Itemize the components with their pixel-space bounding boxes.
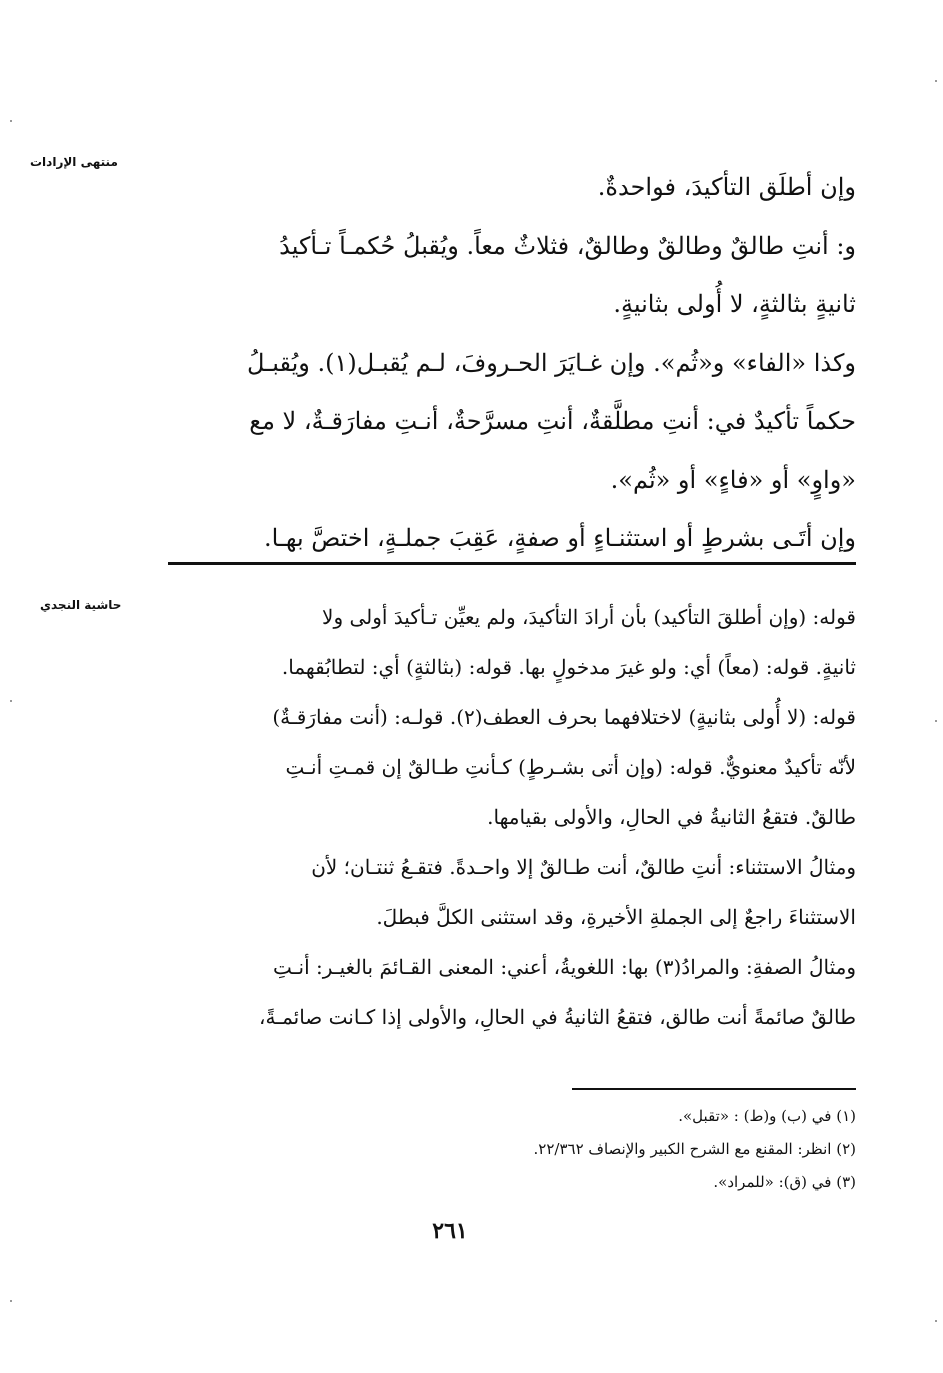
matn-text-block bbox=[168, 158, 856, 568]
hashiya-line: طالقٌ. فتقعُ الثانيةُ في الحالِ، والأولى بقيامها. bbox=[487, 805, 856, 829]
matn-line: «واوٍ» أو «فاءٍ» أو «ثُم». bbox=[610, 465, 856, 494]
matn-line: وكذا «الفاء» و«ثُم». وإن غـايَرَ الحـروفَ، لـم يُقبـل(١). ويُقبـلُ bbox=[247, 348, 856, 377]
scan-speck bbox=[10, 700, 12, 702]
footnote-divider bbox=[572, 1088, 856, 1090]
footnote: (٣) في (ق): «للمراد». bbox=[713, 1173, 856, 1191]
matn-line: وإن أطلَق التأكيدَ، فواحدةٌ. bbox=[597, 173, 856, 201]
commentary-title-margin: حاشية النجدي bbox=[40, 598, 122, 612]
hashiya-line: لأنّه تأكيدٌ معنويٌّ. قوله: (وإن أتى بشـرطٍ) كـأنتِ طـالقٌ إن قمـتِ أنـتِ bbox=[285, 755, 856, 779]
book-title-margin: منتهى الإرادات bbox=[30, 155, 118, 169]
section-divider bbox=[168, 562, 856, 565]
scan-speck bbox=[10, 1300, 12, 1302]
scan-speck bbox=[935, 720, 937, 722]
footnote: (١) في (ب) و(ط) : «تقبل». bbox=[678, 1107, 856, 1125]
scan-speck bbox=[935, 1320, 937, 1322]
page-number: ٢٦١ bbox=[432, 1218, 468, 1244]
matn-line: ثانيةٍ بثالثةٍ، لا أُولى بثانيةٍ. bbox=[613, 290, 856, 318]
hashiya-line: الاستثناءَ راجعٌ إلى الجملةِ الأخيرةِ، وقد استثنى الكلَّ فبطلَ. bbox=[376, 905, 856, 929]
scan-speck bbox=[935, 80, 937, 82]
scan-speck bbox=[10, 120, 12, 122]
hashiya-line: قوله: (وإن أطلقَ التأكيد) بأن أرادَ التأكيدَ، ولم يعيِّن تـأكيدَ أولى ولا bbox=[322, 605, 856, 629]
footnotes-block bbox=[400, 1100, 856, 1199]
hashiya-line: ومثالُ الاستثناء: أنتِ طالقٌ، أنت طـالقٌ إلا واحـدةً. فتقـعُ ثنتـان؛ لأن bbox=[311, 855, 856, 879]
hashiya-text-block bbox=[168, 592, 856, 1042]
hashiya-line: قوله: (لا أُولى بثانيةٍ) لاختلافهما بحرف العطف(٢). قولـه: (أنت مفارَقـةٌ) bbox=[272, 705, 856, 729]
footnote: (٢) انظر: المقنع مع الشرح الكبير والإنصاف ٢٢/٣٦٢. bbox=[533, 1140, 856, 1158]
hashiya-line: طالقٌ صائمةً أنت طالق، فتقعُ الثانيةُ في الحالِ، والأولى إذا كـانت صائمـةً، bbox=[259, 1005, 856, 1029]
matn-line: وإن أتَـى بشرطٍ أو استثنـاءٍ أو صفةٍ، عَقِبَ جملـةٍ، اختصَّ بهـا. bbox=[263, 524, 856, 552]
hashiya-line: ثانيةٍ. قوله: (معاً) أي: ولو غيرَ مدخولٍ بها. قوله: (بثالثةٍ) أي: لتطابُقهما. bbox=[281, 655, 856, 679]
hashiya-line: ومثالُ الصفةِ: والمرادُ(٣) بها: اللغويةُ، أعني: المعنى القـائمَ بالغيـر: أنـتِ bbox=[273, 955, 856, 979]
matn-line: حكماً تأكيدٌ في: أنتِ مطلَّقةٌ، أنتِ مسرَّحةٌ، أنـتِ مفارَقـةٌ، لا مع bbox=[249, 407, 856, 435]
matn-line: و: أنتِ طالقٌ وطالقٌ وطالقٌ، فثلاثٌ معاً. ويُقبلُ حُكمـاً تـأكيدُ bbox=[279, 231, 856, 260]
